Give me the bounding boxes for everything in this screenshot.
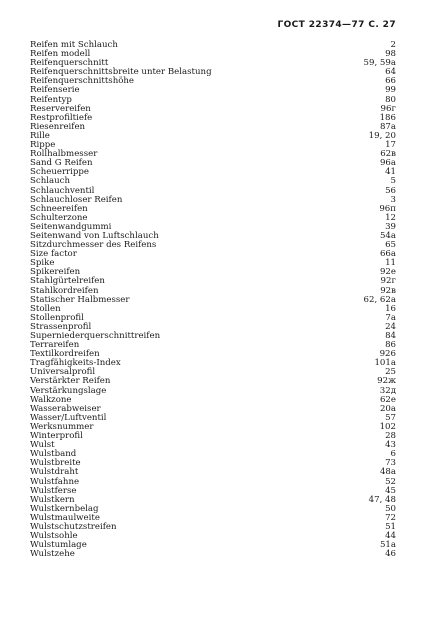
index-term: Wulstband [30, 449, 77, 460]
index-page-ref: 48а [379, 467, 396, 478]
index-page-ref: 65 [385, 240, 396, 251]
index-page-ref: 28 [385, 431, 396, 442]
index-entry [30, 423, 396, 432]
index-page-ref: 2 [390, 40, 396, 50]
index-page-ref: 87а [379, 121, 396, 132]
index-term: Wulstsohle [30, 531, 78, 542]
index-term: Schlauchloser Reifen [30, 194, 123, 205]
index-page-ref: 39 [385, 221, 396, 232]
index-term: Spikereifen [30, 267, 81, 278]
index-entry [30, 77, 396, 86]
index-page-ref: 51а [379, 540, 396, 551]
index-entry [30, 432, 396, 441]
index-page-ref: 101а [374, 358, 396, 369]
index-page-ref: 25 [385, 367, 396, 378]
index-page-ref: 51 [385, 521, 396, 532]
index-page-ref: 72 [385, 512, 396, 523]
index-term: Wulstdraht [30, 467, 79, 478]
index-term: Wulst [30, 440, 55, 451]
index-entry [30, 459, 396, 468]
index-term: Seitenwand von Luftschlauch [30, 230, 159, 241]
index-term: Wulstmaulweite [30, 512, 100, 523]
index-page-ref: 92в [380, 285, 396, 296]
index-page-ref: 32д [379, 385, 396, 396]
index-page-ref: 5 [390, 176, 396, 187]
index-term: Schneereifen [30, 203, 88, 214]
index-page-ref: 50 [385, 503, 396, 514]
index-term: Seitenwandgummi [30, 221, 112, 232]
index-term: Wulstferse [30, 485, 77, 496]
index-page-ref: 45 [385, 485, 396, 496]
index-term: Terrareifen [30, 340, 80, 351]
index-term: Wulstfahne [30, 476, 80, 487]
index-term: Wulstkernbelag [30, 503, 99, 514]
index-page-ref: 17 [385, 140, 396, 151]
index-entry [30, 550, 396, 559]
index-page-ref: 96а [379, 158, 396, 169]
index-term: Stollen [30, 303, 61, 314]
index-page-ref: 96п [379, 203, 396, 214]
index-term: Stahlkordreifen [30, 285, 99, 296]
index-term: Reifenserie [30, 85, 80, 96]
index-page-ref: 3 [390, 194, 396, 205]
index-page-ref: 98 [385, 49, 396, 60]
index-term: Winterprofil [30, 431, 83, 442]
index-entry [30, 387, 396, 396]
index-page-ref: 62, 62а [363, 294, 396, 305]
index-page-ref: 59, 59а [363, 58, 396, 69]
index-page-ref: 6 [390, 449, 396, 460]
index-page-ref: 926 [379, 349, 396, 360]
index-term: Schlauch [30, 176, 70, 187]
index-term: Wulstschutzstreifen [30, 521, 117, 532]
index-page-ref: 52 [385, 476, 396, 487]
index-term: Wulstbreite [30, 458, 81, 469]
index-entry [30, 523, 396, 532]
index-term: Schlauchventil [30, 185, 95, 196]
index-entry [30, 468, 396, 477]
index-page-ref: 96г [380, 103, 396, 114]
index-term: Sitzdurchmesser des Reifens [30, 240, 157, 251]
index-entry [30, 241, 396, 250]
index-page-ref: 92е [379, 267, 396, 278]
index-term: Wulstumlage [30, 540, 87, 551]
index-page-ref: 66а [379, 249, 396, 260]
index-term: Wulstkern [30, 494, 75, 505]
index-term: Scheuerrippe [30, 167, 89, 178]
index-term: Superniederquerschnittreifen [30, 331, 161, 341]
index-page-ref: 80 [385, 94, 396, 105]
index-page-ref: 44 [385, 531, 396, 542]
index-entry [30, 168, 396, 177]
index-page-ref: 24 [385, 321, 396, 332]
index-term: Reifenquerschnitt [30, 58, 109, 69]
index-page-ref: 16 [385, 303, 396, 314]
index-term: Rollhalbmesser [30, 149, 98, 160]
index-page-ref: 7а [385, 312, 396, 323]
index-term: Verstärkungslage [30, 385, 107, 396]
page-header: ГОСТ 22374—77 С. 27 [277, 20, 396, 30]
index-entry [30, 86, 396, 95]
index-page-ref: 73 [385, 458, 396, 469]
index-term: Universalprofil [30, 367, 96, 378]
index-term: Size factor [30, 249, 77, 260]
index-term: Reservereifen [30, 103, 91, 114]
index-term: Rille [30, 130, 50, 141]
index-term: Wulstzehe [30, 549, 75, 560]
index-term: Verstärkter Reifen [30, 376, 111, 387]
index-entry [30, 478, 396, 487]
index-page-ref: 92г [380, 276, 396, 287]
index-term: Reifentyp [30, 94, 72, 105]
index-term: Stollenprofil [30, 312, 84, 323]
index-entry [30, 296, 396, 305]
index-page-ref: 57 [385, 412, 396, 423]
index-page-ref: 11 [385, 258, 396, 269]
index-term: Werksnummer [30, 421, 94, 432]
index-term: Schulterzone [30, 212, 88, 223]
index-term: Reifenquerschnittshöhe [30, 76, 135, 87]
index-page-ref: 41 [385, 167, 396, 178]
index-term: Riesenreifen [30, 121, 86, 132]
index-entry [30, 450, 396, 459]
index-page-ref: 86 [385, 340, 396, 351]
index-term: Wasser/Luftventil [30, 412, 107, 423]
index-page-ref: 186 [379, 112, 396, 123]
index-term: Reifen modell [30, 49, 91, 60]
index-page-ref: 66 [385, 76, 396, 87]
index-term: Sand G Reifen [30, 158, 93, 169]
index-entry [30, 259, 396, 268]
index-entry [30, 123, 396, 132]
index-page-ref: 12 [385, 212, 396, 223]
index-term: Spike [30, 258, 55, 269]
index-entry [30, 332, 396, 341]
index-page-ref: 19, 20 [368, 130, 396, 141]
index-term: Statischer Halbmesser [30, 294, 130, 305]
index-term: Wasserabweiser [30, 403, 101, 414]
index-term: Strassenprofil [30, 321, 92, 332]
index-list [30, 41, 396, 559]
index-page-ref: 62в [380, 149, 396, 160]
index-term: Reifen mit Schlauch [30, 40, 118, 50]
index-entry [30, 441, 396, 450]
index-term: Walkzone [30, 394, 72, 405]
index-page-ref: 47, 48 [368, 494, 396, 505]
index-page-ref: 46 [385, 549, 396, 560]
index-page-ref: 62е [379, 394, 396, 405]
index-page-ref: 102 [379, 421, 396, 432]
index-page-ref: 43 [385, 440, 396, 451]
index-entry [30, 487, 396, 496]
index-term: Tragfähigkeits-Index [30, 358, 121, 369]
index-term: Textilkordreifen [30, 349, 100, 360]
index-page-ref: 56 [385, 185, 396, 196]
index-term: Reifenquerschnittsbreite unter Belastung [30, 67, 212, 78]
index-entry [30, 305, 396, 314]
index-page-ref: 92ж [377, 376, 396, 387]
index-page-ref: 20а [379, 403, 396, 414]
index-page-ref: 54а [379, 230, 396, 241]
index-term: Rippe [30, 140, 56, 151]
index-entry [30, 250, 396, 259]
index-page-ref: 84 [385, 331, 396, 341]
index-entry [30, 541, 396, 550]
index-term: Stahlgürtelreifen [30, 276, 105, 287]
index-term: Restprofiltiefe [30, 112, 93, 123]
index-entry [30, 132, 396, 141]
index-page-ref: 64 [385, 67, 396, 78]
index-page-ref: 99 [385, 85, 396, 96]
